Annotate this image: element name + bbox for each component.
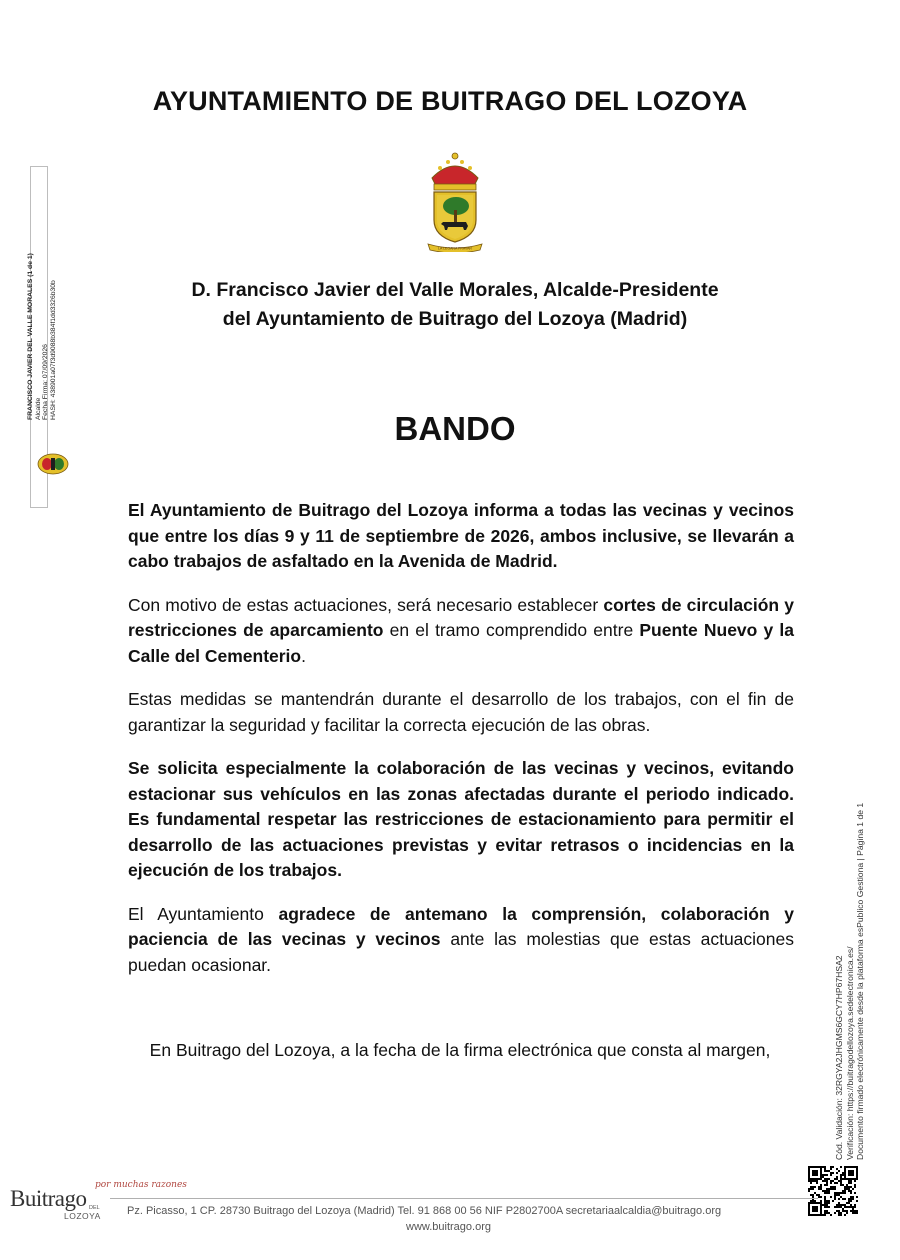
buitrago-logo xyxy=(10,1180,187,1224)
paragraph-2 xyxy=(128,593,794,670)
signature-hash: HASH: 438901a07f3d9088b384f1dd3326b30b xyxy=(49,280,57,420)
validation-block xyxy=(834,780,874,1160)
coat-of-arms-icon xyxy=(422,150,488,252)
crest-motto: LA LEGANA PRAVAR xyxy=(438,246,472,251)
paragraph-5-part-c: ante las molestias que estas actuaciones puedan ocasionar. xyxy=(128,929,794,975)
paragraph-5-part-a: El Ayuntamiento xyxy=(128,903,279,924)
validation-url[interactable]: Verificación: https://buitragodellozoya.sedelectronica.es/ xyxy=(844,946,855,1160)
logo-brand: Buitrago xyxy=(10,1186,87,1211)
paragraph-2-part-a: Con motivo de estas actuaciones, será necesario establecer xyxy=(128,594,604,615)
paragraph-2-part-c: en el tramo comprendido entre xyxy=(383,620,640,640)
paragraph-3: Estas medidas se mantendrán durante el desarrollo de los trabajos, con el fin de garantizar la seguridad y facilitar la correcta ejecución de las obras. xyxy=(128,689,794,735)
footer-divider xyxy=(110,1198,818,1199)
paragraph-4-text: Se solicita especialmente la colaboración de las vecinas y vecinos, evitando estacionar sus vehículos en las zonas afectadas durante el periodo indicado. Es fundamental respetar las restricciones de estacionamiento para permitir el desarrollo de las actuaciones previstas y evitar retrasos o incidencias en la ejecución de los trabajos. xyxy=(128,758,794,880)
mayor-line-1: D. Francisco Javier del Valle Morales, Alcalde-Presidente xyxy=(191,279,719,301)
paragraph-2-part-b: cortes de circulación y restricciones de aparcamiento xyxy=(128,594,794,640)
paragraph-4 xyxy=(128,756,794,884)
validation-code: Cód. Validación: 32RGYA2JHGMS6GCY7HP67HSA2 xyxy=(834,955,844,1160)
mayor-heading xyxy=(0,276,900,334)
footer-address: Pz. Picasso, 1 CP. 28730 Buitrago del Lozoya (Madrid) Tel. 91 868 00 56 NIF P2802700A secretariaalcaldia@buitrago.org xyxy=(127,1205,722,1217)
paragraph-5 xyxy=(128,902,794,979)
document-title: BANDO xyxy=(394,410,516,447)
paragraph-5-part-b: agradece de antemano la comprensión, colaboración y paciencia de las vecinas y vecinos xyxy=(128,903,794,949)
paragraph-2-part-e: . xyxy=(301,645,306,666)
signature-date: Fecha Firma: 07/09/2026 xyxy=(42,344,49,420)
signer-role: Alcalde xyxy=(34,397,42,420)
qr-code-icon xyxy=(808,1166,858,1216)
logo-lozoya: LOZOYA xyxy=(64,1211,101,1221)
signature-block xyxy=(27,240,67,420)
closing-line: En Buitrago del Lozoya, a la fecha de la firma electrónica que consta al margen, xyxy=(149,1040,771,1060)
paragraph-1-text: El Ayuntamiento de Buitrago del Lozoya informa a todas las vecinas y vecinos que entre los días 9 y 11 de septiembre de 2026, ambos inclusive, se llevarán a cabo trabajos de asfaltado en la Avenida de Madrid. xyxy=(128,500,794,571)
signer-name: FRANCISCO JAVIER DEL VALLE MORALES (1 de 1) xyxy=(27,253,34,420)
mayor-line-2: del Ayuntamiento de Buitrago del Lozoya (Madrid) xyxy=(222,308,688,330)
document-body xyxy=(128,498,794,996)
signature-seal-icon xyxy=(36,452,70,476)
logo-tagline: por muchas razones xyxy=(95,1180,187,1190)
paragraph-1 xyxy=(128,498,794,575)
validation-platform: Documento firmado electrónicamente desde la plataforma esPublico Gestiona | Página 1 de 1 xyxy=(855,802,865,1160)
page-header-title: AYUNTAMIENTO DE BUITRAGO DEL LOZOYA xyxy=(152,86,748,116)
logo-del: DEL xyxy=(89,1205,100,1211)
footer-website-link[interactable]: www.buitrago.org xyxy=(406,1221,491,1233)
paragraph-2-part-d: Puente Nuevo y la Calle del Cementerio xyxy=(128,620,794,666)
